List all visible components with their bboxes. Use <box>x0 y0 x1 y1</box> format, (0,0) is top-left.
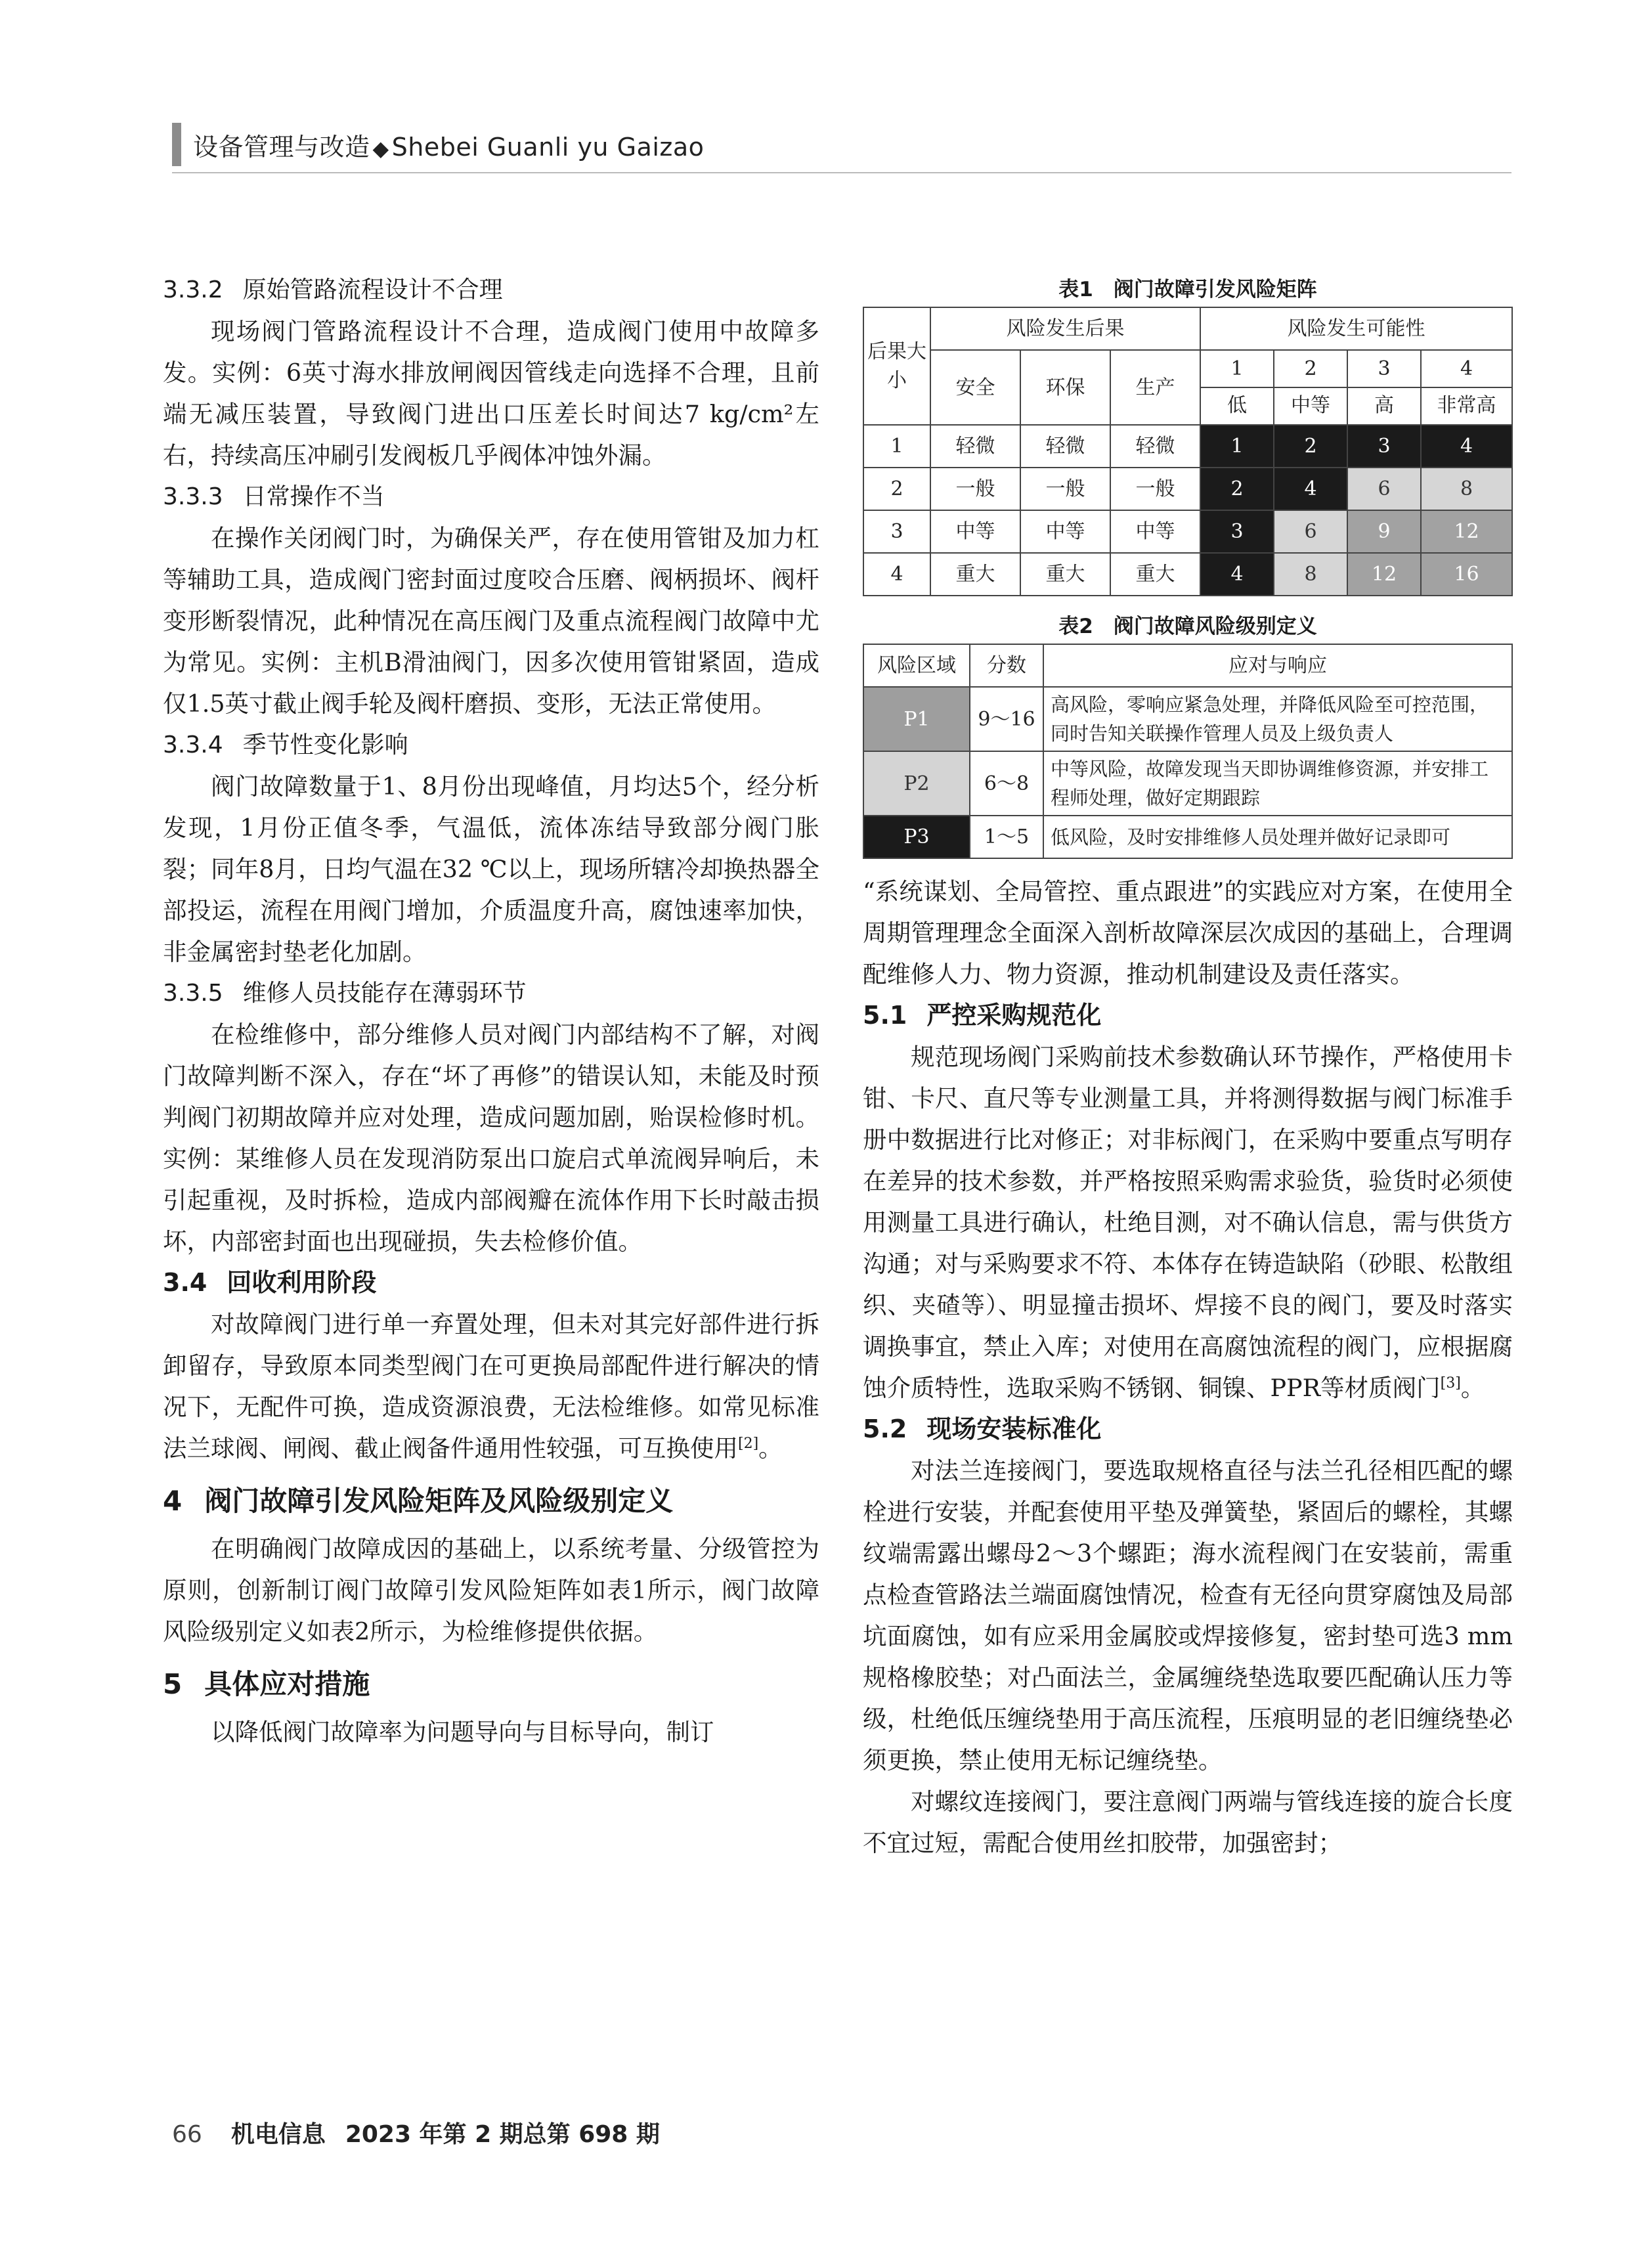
running-header <box>172 118 704 171</box>
heading-3-3-5: 3.3.5 维修人员技能存在薄弱环节 <box>163 980 527 1007</box>
citation-3: [3] <box>1440 1374 1461 1391</box>
citation-2: [2] <box>738 1435 759 1452</box>
heading-3-3-4: 3.3.4 季节性变化影响 <box>163 732 408 758</box>
paragraph-5-1: 规范现场阀门采购前技术参数确认环节操作，严格使用卡钳、卡尺、直尺等专业测量工具，并将测得数据与阀门标准手册中数据进行比对修正；对非标阀门，在采购中要重点写明存在差异的技术参数，并严格按照采购需求验货，验货时必须使用测量工具进行确认，杜绝目测，对不确认信息，需与供货方沟通；对与采购要求不符、本体存在铸造缺陷（砂眼、松散组织、夹碴等）、明显撞击损坏、焊接不良的阀门，要及时落实调换事宜，禁止入库；对使用在高腐蚀流程的阀门，应根据腐蚀介质特性，选取采购不锈钢、铜镍、PPR等材质阀门[3]。 <box>863 1043 1513 1402</box>
t1-col-safety: 安全 <box>930 350 1020 425</box>
paragraph-5-2-a: 对法兰连接阀门，要选取规格直径与法兰孔径相匹配的螺栓进行安装，并配套使用平垫及弹簧垫，紧固后的螺栓，其螺纹端需露出螺母2～3个螺距；海水流程阀门在安装前，需重点检查管路法兰端面腐蚀情况，检查有无径向贯穿腐蚀及局部坑面腐蚀，如有应采用金属胶或焊接修复，密封垫可选3 mm规格橡胶垫；对凸面法兰，金属缠绕垫选取要匹配确认压力等级，杜绝低压缠绕垫用于高压流程，压痕明显的老旧缠绕垫必须更换，禁止使用无标记缠绕垫。 <box>863 1457 1513 1774</box>
header-separator: ◆ <box>372 135 389 161</box>
t1-level-1: 1 低 <box>1200 350 1274 425</box>
t1-header-size: 后果大小 <box>863 307 930 425</box>
page-footer <box>172 2116 660 2149</box>
table-row: P3 1～5 低风险，及时安排维修人员处理并做好记录即可 <box>863 816 1512 858</box>
journal-name: 机电信息 <box>230 2121 326 2148</box>
t2-header-response: 应对与响应 <box>1043 644 1512 687</box>
table-row: 1 轻微 轻微 轻微 1 2 3 4 <box>863 425 1512 468</box>
paragraph-3-3-5: 在检维修中，部分维修人员对阀门内部结构不了解，对阀门故障判断不深入，存在“坏了再修”的错误认知，未能及时预判阀门初期故障并应对处理，造成问题加剧，贻误检修时机。实例：某维修人员在发现消防泵出口旋启式单流阀异响后，未引起重视，及时拆检，造成内部阀瓣在流体作用下长时敲击损坏，内部密封面也出现碰损，失去检修价值。 <box>163 1020 819 1256</box>
table-row: P2 6～8 中等风险，故障发现当天即协调维修资源，并安排工程师处理，做好定期跟踪 <box>863 751 1512 816</box>
t1-col-env: 环保 <box>1020 350 1110 425</box>
paragraph-3-3-4: 阀门故障数量于1、8月份出现峰值，月均达5个，经分析发现，1月份正值冬季，气温低，流体冻结导致部分阀门胀裂；同年8月，日均气温在32 ℃以上，现场所辖冷却换热器全部投运，流程在用阀门增加，介质温度升高，腐蚀速率加快，非金属密封垫老化加剧。 <box>163 772 819 966</box>
header-section-cn: 设备管理与改造 <box>193 132 370 162</box>
left-column <box>163 269 819 1753</box>
t1-level-3: 3 高 <box>1347 350 1421 425</box>
t2-header-score: 分数 <box>970 644 1043 687</box>
heading-4: 4 阀门故障引发风险矩阵及风险级别定义 <box>163 1485 674 1517</box>
right-column <box>863 273 1513 1864</box>
header-bar <box>172 123 181 166</box>
heading-5: 5 具体应对措施 <box>163 1668 370 1700</box>
t1-level-2: 2 中等 <box>1274 350 1347 425</box>
heading-3-3-2: 3.3.2 原始管路流程设计不合理 <box>163 276 503 303</box>
paragraph-5: 以降低阀门故障率为问题导向与目标导向，制订 <box>211 1718 714 1746</box>
risk-matrix-table <box>863 307 1513 596</box>
header-rule <box>172 172 1511 173</box>
heading-5-2: 5.2 现场安装标准化 <box>863 1414 1102 1443</box>
risk-level-table <box>863 644 1513 859</box>
heading-5-1: 5.1 严控采购规范化 <box>863 1001 1102 1030</box>
table1-caption: 表1 阀门故障引发风险矩阵 <box>1058 278 1317 301</box>
t1-header-likelihood: 风险发生可能性 <box>1200 307 1512 350</box>
paragraph-4: 在明确阀门故障成因的基础上，以系统考量、分级管控为原则，创新制订阀门故障引发风险矩阵如表1所示，阀门故障风险级别定义如表2所示，为检维修提供依据。 <box>163 1535 819 1646</box>
header-section-pinyin: Shebei Guanli yu Gaizao <box>391 132 705 162</box>
paragraph-3-3-3: 在操作关闭阀门时，为确保关严，存在使用管钳及加力杠等辅助工具，造成阀门密封面过度咬合压磨、阀柄损坏、阀杆变形断裂情况，此种情况在高压阀门及重点流程阀门故障中尤为常见。实例：主机B滑油阀门，因多次使用管钳紧固，造成仅1.5英寸截止阀手轮及阀杆磨损、变形，无法正常使用。 <box>163 524 819 718</box>
heading-3-3-3: 3.3.3 日常操作不当 <box>163 483 385 510</box>
paragraph-3-4: 对故障阀门进行单一弃置处理，但未对其完好部件进行拆卸留存，导致原本同类型阀门在可更换局部配件进行解决的情况下，无配件可换，造成资源浪费，无法检维修。如常见标准法兰球阀、闸阀、截止阀备件通用性较强，可互换使用[2]。 <box>163 1310 819 1462</box>
t1-header-consequence: 风险发生后果 <box>930 307 1200 350</box>
t2-header-zone: 风险区域 <box>863 644 970 687</box>
paragraph-5-2-b: 对螺纹连接阀门，要注意阀门两端与管线连接的旋合长度不宜过短，需配合使用丝扣胶带，加强密封； <box>863 1787 1513 1857</box>
paragraph-5-continued: “系统谋划、全局管控、重点跟进”的实践应对方案，在使用全周期管理理念全面深入剖析故障深层次成因的基础上，合理调配维修人力、物力资源，推动机制建设及责任落实。 <box>863 877 1513 988</box>
t1-col-prod: 生产 <box>1110 350 1200 425</box>
table-row: 4 重大 重大 重大 4 8 12 16 <box>863 553 1512 596</box>
page-number: 66 <box>172 2121 202 2148</box>
table2-caption: 表2 阀门故障风险级别定义 <box>1058 615 1317 638</box>
table-row: P1 9～16 高风险，零响应紧急处理，并降低风险至可控范围，同时告知关联操作管理人员及上级负责人 <box>863 687 1512 751</box>
table-row: 2 一般 一般 一般 2 4 6 8 <box>863 468 1512 510</box>
table-row: 3 中等 中等 中等 3 6 9 12 <box>863 510 1512 553</box>
issue-info: 2023 年第 2 期总第 698 期 <box>345 2121 660 2148</box>
heading-3-4: 3.4 回收利用阶段 <box>163 1268 377 1297</box>
paragraph-3-3-2: 现场阀门管路流程设计不合理，造成阀门使用中故障多发。实例：6英寸海水排放闸阀因管线走向选择不合理，且前端无减压装置，导致阀门进出口压差长时间达7 kg/cm²左右，持续高压冲刷引发阀板几乎阀体冲蚀外漏。 <box>163 317 819 470</box>
t1-level-4: 4 非常高 <box>1421 350 1512 425</box>
header-text <box>193 127 704 163</box>
